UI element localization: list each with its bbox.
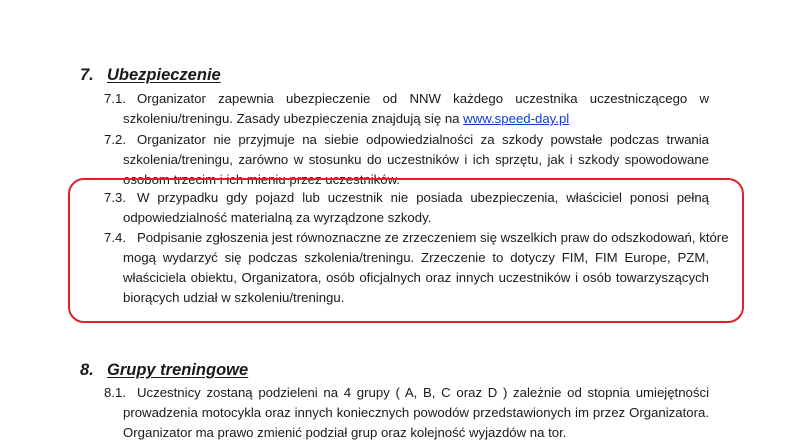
item-line bbox=[123, 109, 709, 129]
section-8-number: 8. bbox=[80, 361, 94, 379]
item-line: prowadzenia motocykla oraz innych koniecznych powodów przedstawionych im przez Organizatora. bbox=[123, 405, 709, 420]
item-line bbox=[123, 423, 709, 440]
item-line: Organizator nie przyjmuje na siebie odpowiedzialności za szkody powstałe podczas trwania bbox=[137, 132, 709, 147]
section-7-heading bbox=[80, 66, 221, 85]
item-number: 8.1. bbox=[104, 385, 126, 400]
section-8-title: Grupy treningowe bbox=[107, 361, 249, 379]
item-line: biorących udział w szkoleniu/treningu. bbox=[123, 290, 345, 305]
item-number: 7.3. bbox=[104, 190, 126, 205]
item-line: właściciela obiektu, Organizatora, osób oficjalnych oraz innych uczestników i osób towarzyszących bbox=[123, 270, 709, 285]
item-line-text: Organizator ma prawo zmienić podział grup oraz kolejność wyjazdów na tor. bbox=[123, 425, 567, 440]
item-number: 7.1. bbox=[104, 91, 126, 106]
section-7-number: 7. bbox=[80, 66, 94, 84]
item-line: Uczestnicy zostaną podzieleni na 4 grupy ( A, B, C oraz D ) zależnie od stopnia umiejętności bbox=[137, 385, 709, 400]
speed-day-link[interactable]: www.speed-day.pl bbox=[463, 111, 570, 126]
item-line: odpowiedzialność materialną za wyrządzone szkody. bbox=[123, 210, 432, 225]
item-line: szkolenia/treningu, zarówno w stosunku do uczestników i ich sprzętu, jak i szkody spowodowane bbox=[123, 152, 709, 167]
item-line: Podpisanie zgłoszenia jest równoznaczne ze zrzeczeniem się wszelkich praw do odszkodowań, które bbox=[137, 230, 729, 245]
item-number: 7.2. bbox=[104, 132, 126, 147]
item-line: mogą wydarzyć się podczas szkolenia/treningu. Zrzeczenie to dotyczy FIM, FIM Europe, PZM, bbox=[123, 250, 709, 265]
section-7-title: Ubezpieczenie bbox=[107, 66, 221, 84]
item-line: Organizator zapewnia ubezpieczenie od NNW każdego uczestnika uczestniczącego w bbox=[137, 91, 709, 106]
highlight-box bbox=[68, 178, 744, 323]
item-line-text: szkoleniu/treningu. Zasady ubezpieczenia znajdują się na bbox=[123, 111, 464, 126]
item-number: 7.4. bbox=[104, 230, 126, 245]
item-line: W przypadku gdy pojazd lub uczestnik nie posiada ubezpieczenia, właściciel ponosi pełną bbox=[137, 190, 709, 205]
item-line-text: osobom trzecim i ich mieniu przez uczestników. bbox=[123, 172, 401, 187]
section-8-heading bbox=[80, 361, 248, 380]
